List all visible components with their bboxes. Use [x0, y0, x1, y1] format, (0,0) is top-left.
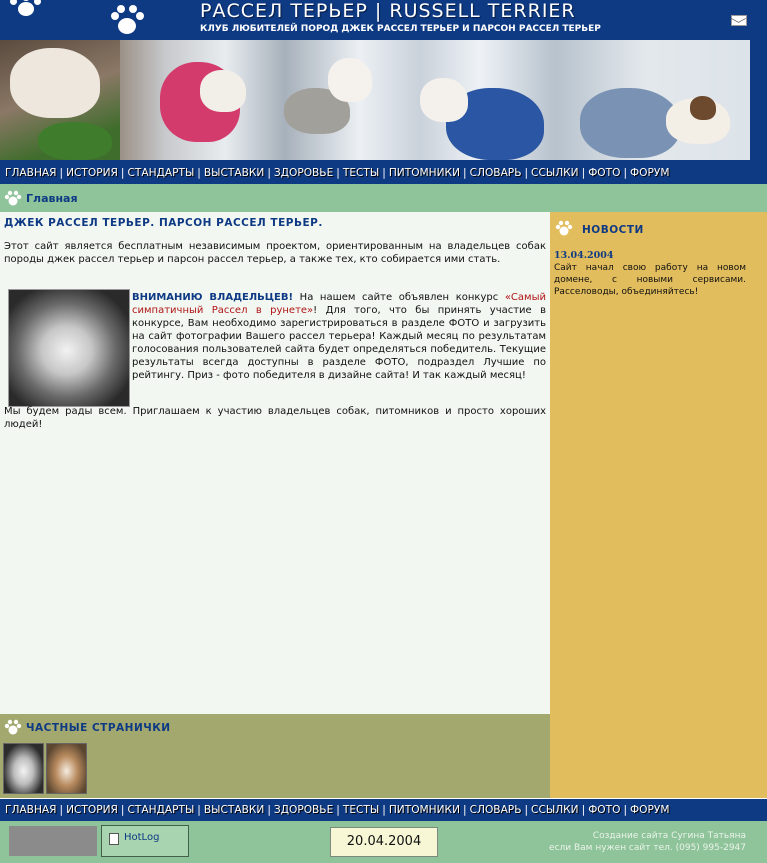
- counter-banner[interactable]: [9, 826, 97, 856]
- nav-tests[interactable]: ТЕСТЫ: [342, 804, 380, 816]
- attention-pre: На нашем сайте объявлен конкурс: [293, 292, 505, 303]
- news-panel: [550, 212, 767, 798]
- private-pages-title: ЧАСТНЫЕ СТРАНИЧКИ: [26, 722, 171, 734]
- bottom-nav: [0, 799, 767, 821]
- nav-forum[interactable]: ФОРУМ: [630, 804, 670, 816]
- site-header: [0, 0, 767, 40]
- document-icon: [109, 833, 119, 845]
- nav-home[interactable]: ГЛАВНАЯ: [5, 167, 57, 179]
- dog-photo-1-scarf: [38, 122, 112, 160]
- nav-separator: |: [463, 804, 467, 816]
- nav-health[interactable]: ЗДОРОВЬЕ: [273, 804, 334, 816]
- private-page-thumb[interactable]: [46, 743, 87, 794]
- contest-announcement: [132, 291, 546, 382]
- contest-link[interactable]: «Самый симпатичный Рассел в рунете»: [132, 292, 546, 316]
- news-text: Сайт начал свою работу на новом домене, с новыми сервисами. Расселоводы, объединяйтесь!: [554, 263, 746, 297]
- dog-photo-4-head: [420, 78, 468, 122]
- nav-dictionary[interactable]: СЛОВАРЬ: [469, 804, 522, 816]
- nav-separator: |: [59, 167, 64, 179]
- page-title: ДЖЕК РАССЕЛ ТЕРЬЕР. ПАРСОН РАССЕЛ ТЕРЬЕР.: [4, 217, 323, 229]
- nav-shows[interactable]: ВЫСТАВКИ: [203, 167, 265, 179]
- nav-separator: |: [59, 804, 64, 816]
- private-page-thumb[interactable]: [3, 743, 44, 794]
- paw-logo-icon: [6, 0, 46, 22]
- nav-separator: |: [524, 804, 529, 816]
- nav-dictionary[interactable]: СЛОВАРЬ: [469, 167, 522, 179]
- hotlog-counter[interactable]: [101, 825, 189, 857]
- paw-icon: [555, 220, 573, 236]
- breadcrumb[interactable]: Главная: [26, 192, 78, 205]
- nav-photo[interactable]: ФОТО: [588, 167, 621, 179]
- nav-separator: |: [120, 167, 125, 179]
- dog-photo-3-head: [328, 58, 372, 102]
- dog-photo-1-head: [10, 48, 100, 118]
- dog-yawning-photo: [8, 289, 130, 407]
- nav-forum[interactable]: ФОРУМ: [630, 167, 670, 179]
- news-date: 13.04.2004: [554, 250, 614, 261]
- nav-separator: |: [267, 167, 271, 179]
- nav-tests[interactable]: ТЕСТЫ: [342, 167, 380, 179]
- paw-logo-icon: [108, 4, 148, 40]
- nav-separator: |: [382, 804, 386, 816]
- nav-separator: |: [581, 804, 586, 816]
- nav-home[interactable]: ГЛАВНАЯ: [5, 804, 57, 816]
- nav-kennels[interactable]: ПИТОМНИКИ: [388, 804, 461, 816]
- closing-text: Мы будем рады всем. Приглашаем к участию владельцев собак, питомников и просто хороших людей!: [4, 406, 546, 430]
- footer: [0, 821, 767, 863]
- nav-separator: |: [197, 167, 201, 179]
- current-date: 20.04.2004: [330, 827, 438, 857]
- dog-photo-5: [580, 88, 680, 158]
- attention-post: ! Для того, что бы принять участие в конкурсе, Вам необходимо зарегистрироваться в разделе ФОТО и загрузить на сайт фотографии Вашего рассел терьера! Каждый месяц по результатам голосования пользователей сайта будет определяться победитель. Текущие результаты всегда доступны в разделе ФОТО, подраздел Лучшие по рейтингу. Приз - фото победителя в дизайне сайта! И так каждый месяц!: [132, 305, 546, 381]
- breadcrumb-bar: [0, 184, 767, 212]
- top-nav: [0, 162, 767, 184]
- dog-photo-2-head: [200, 70, 246, 112]
- nav-history[interactable]: ИСТОРИЯ: [66, 804, 118, 816]
- attention-title: ВНИМАНИЮ ВЛАДЕЛЬЦЕВ!: [132, 292, 294, 303]
- nav-separator: |: [524, 167, 529, 179]
- paw-icon: [4, 190, 22, 206]
- site-subtitle: КЛУБ ЛЮБИТЕЛЕЙ ПОРОД ДЖЕК РАССЕЛ ТЕРЬЕР И ПАРСОН РАССЕЛ ТЕРЬЕР: [200, 24, 601, 34]
- nav-separator: |: [336, 804, 340, 816]
- nav-separator: |: [267, 804, 271, 816]
- nav-separator: |: [463, 167, 467, 179]
- main-content: [0, 212, 550, 714]
- nav-standards[interactable]: СТАНДАРТЫ: [127, 804, 195, 816]
- nav-links[interactable]: ССЫЛКИ: [531, 167, 579, 179]
- nav-separator: |: [623, 167, 628, 179]
- credit-contact: если Вам нужен сайт тел. (095) 995-2947: [549, 843, 746, 853]
- nav-photo[interactable]: ФОТО: [588, 804, 621, 816]
- banner-photo: [0, 40, 750, 160]
- nav-separator: |: [623, 804, 628, 816]
- envelope-icon[interactable]: [731, 15, 747, 26]
- credit-author[interactable]: Создание сайта Сугина Татьяна: [592, 831, 746, 841]
- paw-icon: [4, 719, 22, 735]
- private-pages-section: [0, 714, 550, 798]
- dog-photo-5-ear: [690, 96, 716, 120]
- hotlog-label: HotLog: [124, 832, 160, 843]
- nav-standards[interactable]: СТАНДАРТЫ: [127, 167, 195, 179]
- nav-kennels[interactable]: ПИТОМНИКИ: [388, 167, 461, 179]
- news-title: НОВОСТИ: [582, 224, 644, 236]
- nav-separator: |: [581, 167, 586, 179]
- nav-separator: |: [197, 804, 201, 816]
- nav-links[interactable]: ССЫЛКИ: [531, 804, 579, 816]
- intro-text: Этот сайт является бесплатным независимым проектом, ориентированным на владельцев собак породы джек рассел терьер и парсон рассел терьер, а также тех, кто собирается ими стать.: [4, 241, 546, 265]
- nav-separator: |: [120, 804, 125, 816]
- nav-history[interactable]: ИСТОРИЯ: [66, 167, 118, 179]
- nav-shows[interactable]: ВЫСТАВКИ: [203, 804, 265, 816]
- nav-separator: |: [382, 167, 386, 179]
- nav-health[interactable]: ЗДОРОВЬЕ: [273, 167, 334, 179]
- banner: [0, 40, 767, 162]
- site-title: РАССЕЛ ТЕРЬЕР | RUSSELL TERRIER: [200, 0, 576, 22]
- nav-separator: |: [336, 167, 340, 179]
